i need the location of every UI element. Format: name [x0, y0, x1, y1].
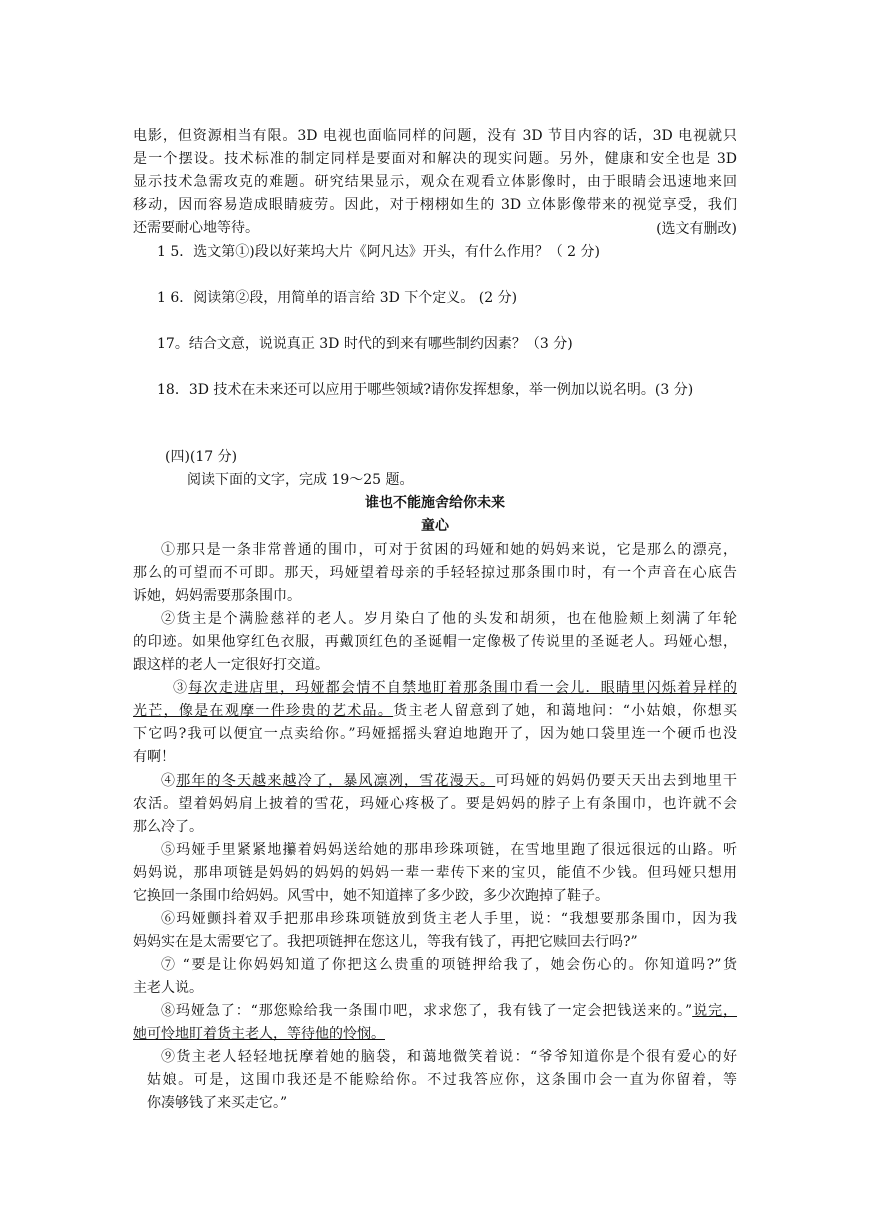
- story-paragraph-8: [133, 1000, 737, 1046]
- text-segment: 可玛娅的妈妈仍要天天出去到地里干: [495, 773, 738, 789]
- text-line: [133, 1000, 737, 1023]
- text-line: 你凑够钱了来买走它。”: [147, 1095, 288, 1111]
- section-instruction: 阅读下面的文字，完成 19～25 题。: [187, 472, 414, 488]
- paragraph-number: ③: [173, 680, 189, 696]
- text-line: 是一个摆设。技术标准的制定同样是要面对和解决的现实问题。另外，健康和安全也是 3D: [133, 151, 737, 167]
- question-17: 17。结合文意，说说真正 3D 时代的到来有哪些制约因素？（3 分): [157, 336, 573, 352]
- underlined-text: 那年的冬天越来越冷了，暴风凛冽，雪花漫天。: [176, 773, 496, 789]
- text-line: 它换回一条围巾给妈妈。风雪中，她不知道摔了多少跤，多少次跑掉了鞋子。: [133, 888, 609, 904]
- source-note: (选文有删改): [656, 221, 737, 237]
- text-line: ①那只是一条非常普通的围巾，可对于贫困的玛娅和她的妈妈来说，它是那么的漂亮，: [161, 542, 737, 558]
- text-line: 下它吗?我可以便宜一点卖给你。”玛娅摇摇头窘迫地跑开了，因为她口袋里连一个硬币也没: [133, 726, 737, 742]
- text-line: 移动，因而容易造成眼睛疲劳。因此，对于栩栩如生的 3D 立体影像带来的视觉享受，我们: [133, 197, 737, 213]
- underlined-text: 光芒，像是在观摩一件珍贵的艺术品。: [133, 703, 394, 719]
- underlined-text: 每次走进店里，玛娅都会情不自禁地盯着那条围巾看一会儿．眼睛里闪烁着异样的: [188, 680, 738, 696]
- question-16: 1 6．阅读第②段，用简单的语言给 3D 下个定义。 (2 分): [157, 290, 518, 306]
- text-line: 那么的可望而不可即。那天，玛娅望着母亲的手轻轻掠过那条围巾时，有一个声音在心底告: [133, 565, 737, 581]
- text-line: ⑦ “要是让你妈妈知道了你把这么贵重的项链押给我了，她会伤心的。你知道吗?”货: [161, 957, 737, 973]
- paragraph-number: ④: [161, 773, 177, 789]
- question-15: 1 5．选文第①)段以好莱坞大片《阿凡达》开头，有什么作用？（ 2 分): [157, 244, 600, 260]
- underlined-text: 说完，: [692, 1003, 738, 1019]
- story-author: 童心: [421, 518, 449, 534]
- text-line: ⑤玛娅手里紧紧地攥着妈妈送给她的那串珍珠项链，在雪地里跑了很远很远的山路。听: [161, 842, 737, 858]
- text-line: 诉她，妈妈需要那条围巾。: [133, 588, 301, 604]
- text-line: 妈妈实在是太需要它了。我把项链押在您这儿，等我有钱了，再把它赎回去行吗?”: [133, 934, 638, 950]
- story-title: 谁也不能施舍给你未来: [365, 495, 505, 511]
- text-line: ②货主是个满脸慈祥的老人。岁月染白了他的头发和胡须，也在他脸颊上刻满了年轮: [161, 611, 737, 627]
- story-paragraph-2: [133, 608, 737, 677]
- text-line: ⑨货主老人轻轻地抚摩着她的脑袋，和蔼地微笑着说：“爷爷知道你是个很有爱心的好: [161, 1049, 737, 1065]
- text-line: 显示技术急需攻克的难题。研究结果显示，观众在观看立体影像时，由于眼睛会迅速地来回: [133, 174, 737, 190]
- text-line: [133, 700, 737, 723]
- text-line: 的印迹。如果他穿红色衣服，再戴顶红色的圣诞帽一定像极了传说里的圣诞老人。玛娅心想，: [133, 634, 737, 650]
- text-line: 农活。望着妈妈肩上披着的雪花，玛娅心疼极了。要是妈妈的脖子上有条围巾，也许就不会: [133, 796, 737, 812]
- text-line: 电影，但资源相当有限。3D 电视也面临同样的问题，没有 3D 节目内容的话，3D 电视就只: [133, 128, 737, 144]
- text-line: [133, 770, 737, 793]
- text-line: [133, 677, 737, 700]
- text-line: ⑥玛娅颤抖着双手把那串珍珠项链放到货主老人手里，说：“我想要那条围巾，因为我: [161, 911, 737, 927]
- text-line: [133, 1023, 737, 1046]
- story-paragraph-6: [133, 908, 737, 954]
- text-line: 妈妈说，那串项链是妈妈的妈妈的妈妈一辈一辈传下来的宝贝，能值不少钱。但玛娅只想用: [133, 865, 737, 881]
- text-line: 跟这样的老人一定很好打交道。: [133, 657, 329, 673]
- story-paragraph-5: [133, 839, 737, 908]
- story-paragraph-3: [133, 677, 737, 769]
- section-header: (四)(17 分): [165, 449, 238, 465]
- text-line: 姑娘。可是，这围巾我还是不能赊给你。不过我答应你，这条围巾会一直为你留着，等: [147, 1072, 737, 1088]
- text-line: 主老人说。: [133, 980, 203, 996]
- story-paragraph-7: [133, 954, 737, 1000]
- text-line: 还需要耐心地等待。: [133, 220, 259, 236]
- question-18: 18．3D 技术在未来还可以应用于哪些领域?请你发挥想象，举一例加以说名明。(3 分): [157, 382, 694, 398]
- text-line: 有啊！: [133, 749, 175, 765]
- text-segment: ⑧玛娅急了：“那您赊给我一条围巾吧，求求您了，我有钱了一定会把钱送来的。”: [161, 1003, 693, 1019]
- text-line: 那么冷了。: [133, 819, 203, 835]
- story-paragraph-1: [133, 539, 737, 608]
- text-segment: 货主老人留意到了她，和蔼地问：“小姑娘，你想买: [393, 703, 738, 719]
- story-paragraph-9: [133, 1046, 737, 1115]
- underlined-text: 她可怜地盯着货主老人，等待他的怜悯。: [133, 1026, 385, 1042]
- story-paragraph-4: [133, 770, 737, 839]
